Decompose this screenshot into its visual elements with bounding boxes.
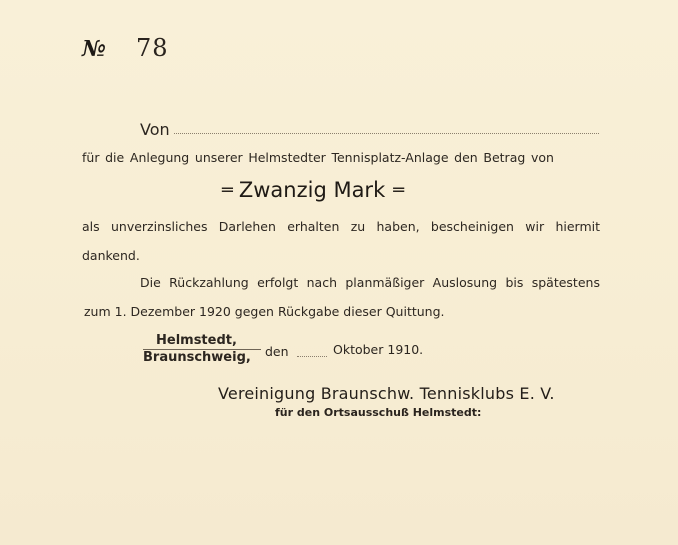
word: Betrag (483, 150, 526, 165)
purpose-line (82, 150, 554, 165)
word: Darlehen (218, 219, 276, 234)
amount-text: Zwanzig Mark (238, 178, 386, 202)
word: wir (525, 219, 545, 234)
word: Helmstedter (248, 150, 326, 165)
loan-line (82, 219, 600, 234)
repayment-date-line: zum 1. Dezember 1920 gegen Rückgabe dieser Quittung. (84, 304, 445, 319)
word: für (82, 150, 100, 165)
word: Anlegung (129, 150, 190, 165)
amount-decoration-left: ═ (222, 179, 231, 201)
sub-organization: für den Ortsausschuß Helmstedt: (275, 406, 482, 419)
word: bescheinigen (430, 219, 514, 234)
place-helmstedt: Helmstedt, (156, 333, 237, 348)
word: Tennisplatz-Anlage (331, 150, 449, 165)
word: den (454, 150, 478, 165)
thanks-line: dankend. (82, 248, 140, 263)
day-fill-line (297, 356, 327, 357)
word: die (105, 150, 125, 165)
word: planmäßiger (345, 275, 425, 290)
issue-date: Oktober 1910. (333, 342, 424, 357)
den-label: den (265, 344, 289, 359)
place-braunschweig: Braunschweig, (143, 350, 251, 365)
amount-decoration-right: ═ (393, 179, 403, 201)
von-label: Von (140, 120, 170, 139)
word: hiermit (555, 219, 600, 234)
word: Die (140, 275, 161, 290)
word: von (530, 150, 554, 165)
word: bis (505, 275, 524, 290)
von-fill-line (174, 133, 599, 134)
word: haben, (376, 219, 420, 234)
word: Auslosung (432, 275, 498, 290)
word: als (82, 219, 100, 234)
amount-row (214, 178, 410, 202)
word: unserer (194, 150, 243, 165)
word: zu (350, 219, 366, 234)
number-sign: № (82, 36, 106, 62)
organization-name: Vereinigung Braunschw. Tennisklubs E. V. (218, 384, 555, 403)
word: erhalten (287, 219, 340, 234)
word: Rückzahlung (169, 275, 249, 290)
word: unverzinsliches (110, 219, 208, 234)
word: erfolgt (257, 275, 299, 290)
receipt-number: 78 (136, 34, 169, 62)
repayment-line (140, 275, 600, 290)
word: spätestens (531, 275, 600, 290)
word: nach (306, 275, 338, 290)
